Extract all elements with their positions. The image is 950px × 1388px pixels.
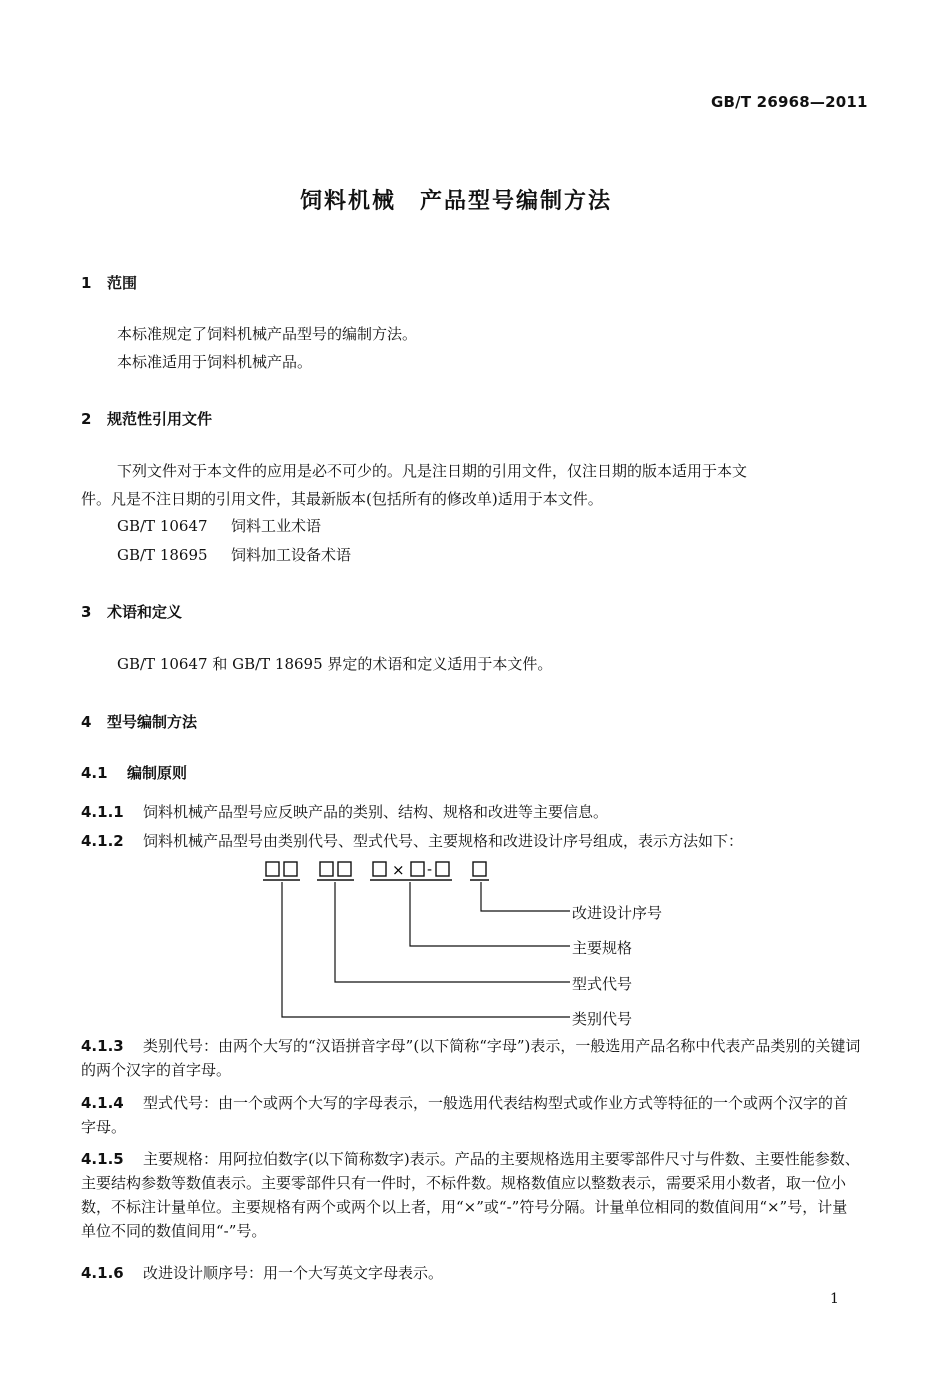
clause-4-1-5 — [81, 1147, 861, 1243]
reference-code: GB/T 18695 — [117, 546, 208, 564]
spec-box-1 — [373, 862, 386, 876]
leader-category — [282, 882, 570, 1017]
section-title: 范围 — [107, 274, 138, 292]
clause-4-1-6 — [81, 1262, 443, 1283]
section-number: 1 — [81, 274, 92, 292]
label-main-spec: 主要规格 — [572, 939, 633, 957]
section-number: 4 — [81, 713, 92, 731]
spec-box-3 — [436, 862, 449, 876]
subsection-title: 编制原则 — [127, 764, 188, 782]
clause-4-1-4 — [81, 1091, 861, 1139]
section-title: 型号编制方法 — [107, 713, 198, 731]
spec-box-2 — [411, 862, 424, 876]
type-box-1 — [320, 862, 333, 876]
sec3-paragraph: GB/T 10647 和 GB/T 18695 界定的术语和定义适用于本文件。 — [117, 655, 553, 673]
clause-number: 4.1.6 — [81, 1264, 124, 1282]
clause-text: 改进设计顺序号：用一个大写英文字母表示。 — [143, 1264, 444, 1282]
clause-number: 4.1.1 — [81, 803, 124, 821]
section-title: 规范性引用文件 — [107, 410, 213, 428]
clause-number: 4.1.2 — [81, 832, 124, 850]
section-number: 2 — [81, 410, 92, 428]
sec1-paragraph-1: 本标准规定了饲料机械产品型号的编制方法。 — [117, 325, 418, 343]
leader-lines — [282, 882, 570, 1017]
code-boxes — [266, 862, 486, 876]
type-box-2 — [338, 862, 351, 876]
clause-text: 类别代号：由两个大写的“汉语拼音字母”(以下简称“字母”)表示，一般选用产品名称中代表产品类别的关键词的两个汉字的首字母。 — [81, 1037, 861, 1079]
section-title: 术语和定义 — [107, 603, 183, 621]
reference-title: 饲料加工设备术语 — [231, 546, 352, 564]
category-box-1 — [266, 862, 279, 876]
clause-4-1-3 — [81, 1034, 861, 1082]
leader-revision — [481, 882, 570, 911]
label-revision-number: 改进设计序号 — [572, 904, 663, 922]
clause-text: 主要规格：用阿拉伯数字(以下简称数字)表示。产品的主要规格选用主要零部件尺寸与件数、主要性能参数、主要结构参数等数值表示。主要零部件只有一件时，不标件数。规格数值应以整数表示，需要采用小数者，取一位小数，不标注计量单位。主要规格有两个或两个以上者，用“×”或“-”符号分隔。计量单位相同的数值间用“×”号，计量单位不同的数值间用“-”号。 — [81, 1150, 860, 1240]
page-title: 饲料机械 产品型号编制方法 — [300, 189, 613, 214]
page-number: 1 — [830, 1291, 839, 1307]
clause-text: 饲料机械产品型号由类别代号、型式代号、主要规格和改进设计序号组成，表示方法如下： — [143, 832, 744, 850]
sec1-paragraph-2: 本标准适用于饲料机械产品。 — [117, 353, 313, 371]
label-category-code: 类别代号 — [572, 1010, 633, 1028]
clause-text: 型式代号：由一个或两个大写的字母表示，一般选用代表结构型式或作业方式等特征的一个或两个汉字的首字母。 — [81, 1094, 849, 1136]
clause-number: 4.1.5 — [81, 1150, 124, 1168]
subsection-number: 4.1 — [81, 764, 108, 782]
reference-title: 饲料工业术语 — [231, 517, 322, 535]
times-sign: × — [392, 861, 405, 879]
clause-number: 4.1.4 — [81, 1094, 124, 1112]
section-number: 3 — [81, 603, 92, 621]
clause-number: 4.1.3 — [81, 1037, 124, 1055]
sec2-paragraph-line-2: 件。凡是不注日期的引用文件，其最新版本(包括所有的修改单)适用于本文件。 — [81, 490, 603, 508]
standard-code: GB/T 26968—2011 — [711, 93, 868, 111]
category-box-2 — [284, 862, 297, 876]
leader-type — [335, 882, 570, 982]
leader-spec — [410, 882, 570, 946]
dash-sign: - — [427, 862, 433, 878]
sec2-paragraph-line-1: 下列文件对于本文件的应用是必不可少的。凡是注日期的引用文件，仅注日期的版本适用于本文 — [117, 462, 748, 480]
reference-code: GB/T 10647 — [117, 517, 208, 535]
revision-box — [473, 862, 486, 876]
label-type-code: 型式代号 — [572, 975, 633, 993]
clause-text: 饲料机械产品型号应反映产品的类别、结构、规格和改进等主要信息。 — [143, 803, 609, 821]
